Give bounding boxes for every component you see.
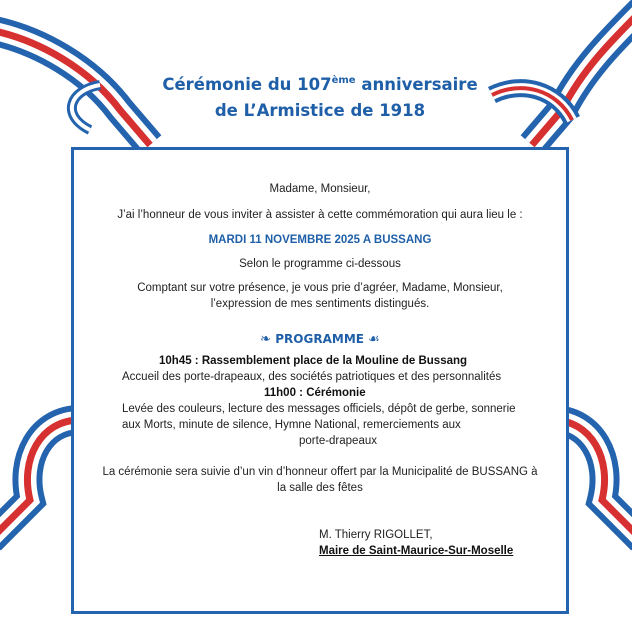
event-date: MARDI 11 NOVEMBRE 2025 A BUSSANG bbox=[208, 234, 432, 246]
ornament-right-icon: ☙ bbox=[368, 332, 380, 347]
programme-item-2-title: 11h00 : Cérémonie bbox=[264, 387, 366, 399]
programme-item-2-desc-2: aux Morts, minute de silence, Hymne National, remerciements aux bbox=[122, 419, 461, 431]
programme-item-1-title: 10h45 : Rassemblement place de la Mouline de Bussang bbox=[159, 355, 468, 367]
closing-line-2: l’expression de mes sentiments distingués. bbox=[210, 298, 430, 310]
salutation: Madame, Monsieur, bbox=[269, 183, 371, 195]
reception-line-1: La cérémonie sera suivie d’un vin d’honneur offert par la Municipalité de BUSSANG à bbox=[102, 466, 538, 478]
reception-line-2: la salle des fêtes bbox=[277, 482, 363, 494]
page-title bbox=[100, 68, 540, 124]
closing-line-1: Comptant sur votre présence, je vous prie d’agréer, Madame, Monsieur, bbox=[137, 282, 503, 294]
title-line-2: de L’Armistice de 1918 bbox=[214, 101, 426, 120]
signature-name: M. Thierry RIGOLLET, bbox=[319, 529, 433, 541]
invitation-frame bbox=[71, 147, 569, 614]
intro-text: J’ai l’honneur de vous inviter à assister à cette commémoration qui aura lieu le : bbox=[117, 209, 523, 221]
ornament-left-icon: ❧ bbox=[260, 332, 272, 347]
schedule-intro: Selon le programme ci-dessous bbox=[239, 258, 401, 270]
programme-item-1-desc: Accueil des porte-drapeaux, des sociétés patriotiques et des personnalités bbox=[122, 371, 502, 383]
programme-item-2-desc-3: porte-drapeaux bbox=[299, 435, 377, 447]
programme-heading: ❧ PROGRAMME ☙ bbox=[260, 332, 380, 347]
programme-item-2-desc-1: Levée des couleurs, lecture des messages officiels, dépôt de gerbe, sonnerie bbox=[122, 403, 516, 415]
signature-role: Maire de Saint-Maurice-Sur-Moselle bbox=[319, 545, 514, 557]
title-line-1: Cérémonie du 107ème anniversaire bbox=[162, 75, 478, 94]
